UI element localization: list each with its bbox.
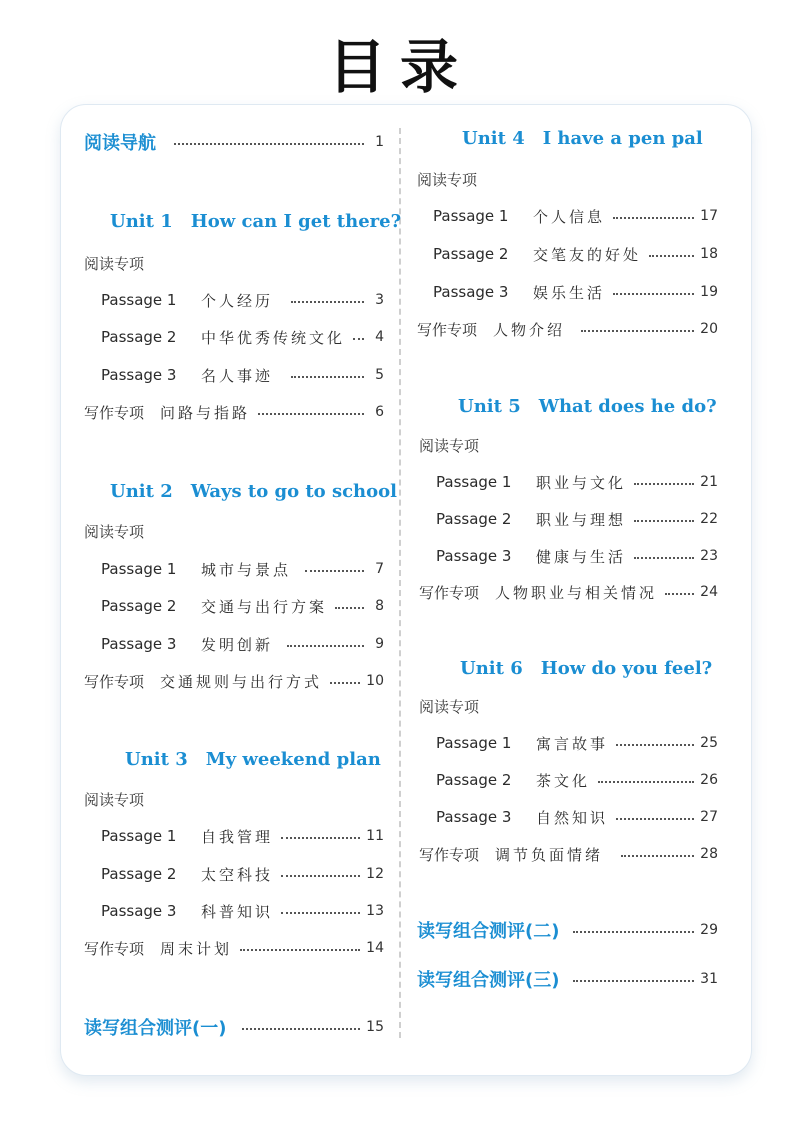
toc-entry-u4-p1[interactable]: Passage 1 个人信息 17 bbox=[433, 207, 718, 226]
toc-entry-u1-p2[interactable]: Passage 2 中华优秀传统文化 4 bbox=[101, 328, 384, 347]
toc-entry-u4-writing[interactable]: 写作专项 人物介绍 20 bbox=[417, 320, 718, 339]
leader-dots bbox=[242, 1028, 360, 1030]
leader-dots bbox=[621, 855, 694, 857]
toc-entry-u6-writing[interactable]: 写作专项 调节负面情绪 28 bbox=[419, 845, 718, 864]
toc-entry-u6-p1[interactable]: Passage 1 寓言故事 25 bbox=[436, 734, 718, 753]
page-number: 1 bbox=[375, 134, 384, 150]
leader-dots bbox=[616, 818, 694, 820]
section-reading: 阅读专项 bbox=[419, 697, 480, 716]
unit-6-title: Unit 6 How do you feel? bbox=[460, 658, 713, 679]
section-reading: 阅读专项 bbox=[419, 436, 480, 455]
section-reading: 阅读专项 bbox=[417, 170, 478, 189]
leader-dots bbox=[335, 607, 364, 609]
reading-nav-label: 阅读导航 bbox=[84, 133, 156, 154]
toc-entry-u2-writing[interactable]: 写作专项 交通规则与出行方式 10 bbox=[84, 672, 384, 691]
leader-dots bbox=[330, 682, 360, 684]
toc-entry-u5-writing[interactable]: 写作专项 人物职业与相关情况 24 bbox=[419, 583, 718, 602]
toc-entry-test-1[interactable]: 读写组合测评(一) 15 bbox=[84, 1018, 384, 1039]
section-reading: 阅读专项 bbox=[84, 254, 145, 273]
toc-entry-test-3[interactable]: 读写组合测评(三) 31 bbox=[417, 970, 718, 991]
leader-dots bbox=[281, 875, 360, 877]
leader-dots bbox=[665, 593, 694, 595]
leader-dots bbox=[258, 413, 364, 415]
toc-entry-u5-p1[interactable]: Passage 1 职业与文化 21 bbox=[436, 473, 718, 492]
leader-dots bbox=[353, 338, 364, 340]
toc-entry-u2-p2[interactable]: Passage 2 交通与出行方案 8 bbox=[101, 597, 384, 616]
section-reading: 阅读专项 bbox=[84, 522, 145, 541]
toc-entry-u1-writing[interactable]: 写作专项 问路与指路 6 bbox=[84, 403, 384, 422]
unit-2-title: Unit 2 Ways to go to school bbox=[110, 481, 397, 502]
leader-dots bbox=[581, 330, 694, 332]
toc-entry-u3-p1[interactable]: Passage 1 自我管理 11 bbox=[101, 827, 384, 846]
leader-dots bbox=[613, 293, 694, 295]
leader-dots bbox=[174, 143, 364, 145]
toc-entry-u1-p3[interactable]: Passage 3 名人事迹 5 bbox=[101, 366, 384, 385]
leader-dots bbox=[634, 483, 694, 485]
leader-dots bbox=[281, 912, 360, 914]
toc-entry-reading-nav[interactable] bbox=[84, 129, 384, 155]
leader-dots bbox=[634, 557, 694, 559]
toc-entry-u4-p3[interactable]: Passage 3 娱乐生活 19 bbox=[433, 283, 718, 302]
page-title: 目录 bbox=[327, 33, 472, 101]
toc-entry-u3-p3[interactable]: Passage 3 科普知识 13 bbox=[101, 902, 384, 921]
leader-dots bbox=[649, 255, 694, 257]
unit-4-title: Unit 4 I have a pen pal bbox=[462, 128, 703, 149]
leader-dots bbox=[281, 837, 360, 839]
leader-dots bbox=[573, 931, 694, 933]
section-reading: 阅读专项 bbox=[84, 790, 145, 809]
toc-entry-u3-p2[interactable]: Passage 2 太空科技 12 bbox=[101, 865, 384, 884]
toc-entry-u2-p1[interactable]: Passage 1 城市与景点 7 bbox=[101, 560, 384, 579]
toc-entry-u3-writing[interactable]: 写作专项 周末计划 14 bbox=[84, 939, 384, 958]
leader-dots bbox=[616, 744, 694, 746]
column-divider bbox=[399, 128, 401, 1038]
toc-entry-u2-p3[interactable]: Passage 3 发明创新 9 bbox=[101, 635, 384, 654]
unit-3-title: Unit 3 My weekend plan bbox=[125, 749, 381, 770]
leader-dots bbox=[287, 645, 364, 647]
toc-entry-u4-p2[interactable]: Passage 2 交笔友的好处 18 bbox=[433, 245, 718, 264]
leader-dots bbox=[613, 217, 694, 219]
toc-entry-test-2[interactable]: 读写组合测评(二) 29 bbox=[417, 921, 718, 942]
leader-dots bbox=[240, 949, 360, 951]
toc-entry-u6-p3[interactable]: Passage 3 自然知识 27 bbox=[436, 808, 718, 827]
toc-entry-u1-p1[interactable]: Passage 1 个人经历 3 bbox=[101, 291, 384, 310]
leader-dots bbox=[291, 301, 364, 303]
toc-entry-u5-p3[interactable]: Passage 3 健康与生活 23 bbox=[436, 547, 718, 566]
toc-entry-u5-p2[interactable]: Passage 2 职业与理想 22 bbox=[436, 510, 718, 529]
leader-dots bbox=[291, 376, 364, 378]
leader-dots bbox=[598, 781, 694, 783]
leader-dots bbox=[573, 980, 694, 982]
leader-dots bbox=[634, 520, 694, 522]
leader-dots bbox=[305, 570, 364, 572]
unit-5-title: Unit 5 What does he do? bbox=[458, 396, 717, 417]
toc-entry-u6-p2[interactable]: Passage 2 茶文化 26 bbox=[436, 771, 718, 790]
unit-1-title: Unit 1 How can I get there? bbox=[110, 211, 402, 232]
